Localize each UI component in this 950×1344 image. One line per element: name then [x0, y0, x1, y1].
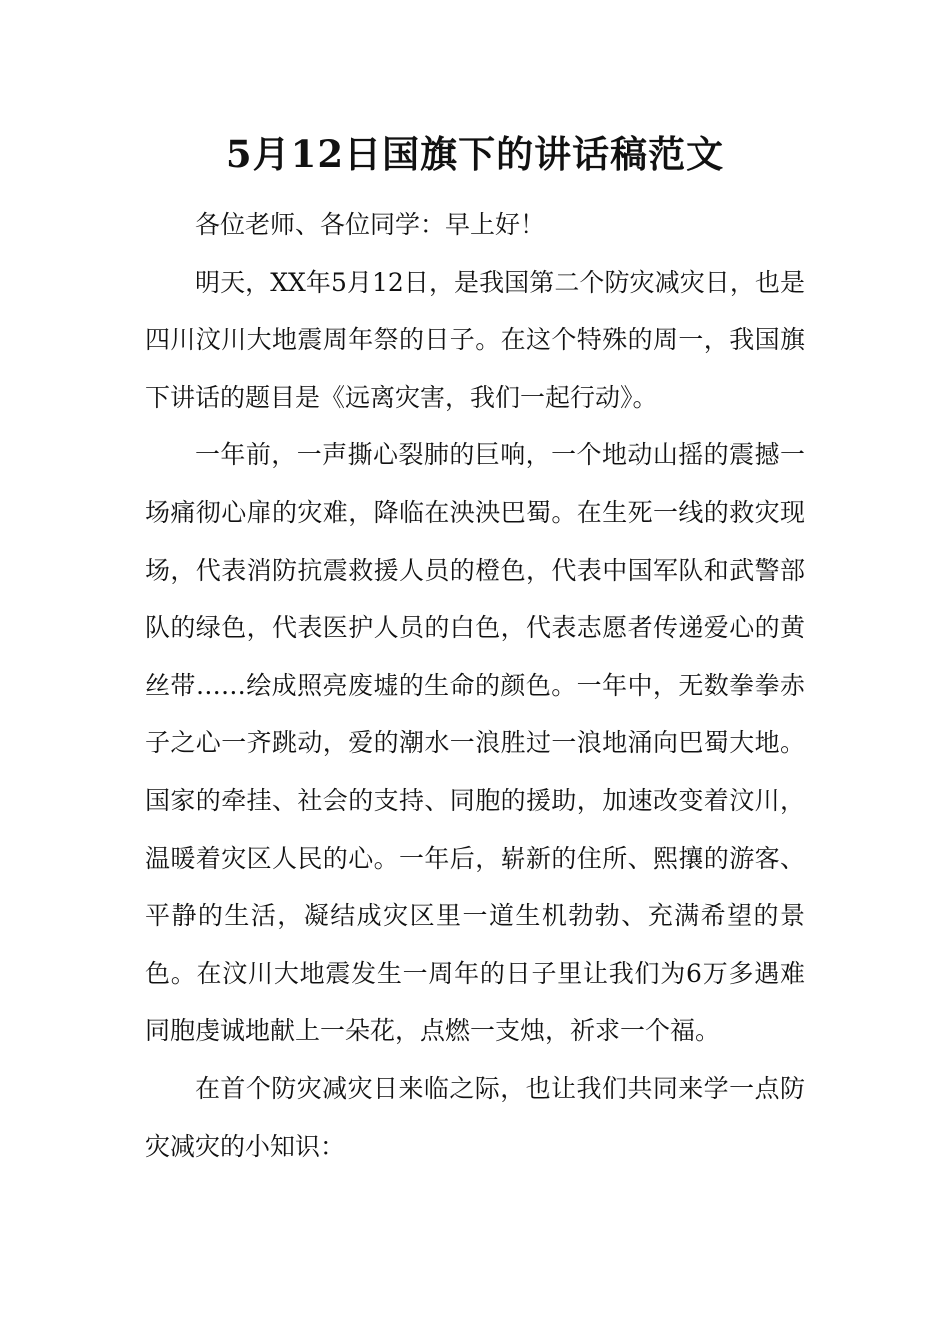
- memorial-paragraph: 一年前，一声撕心裂肺的巨响，一个地动山摇的震撼一场痛彻心扉的灾难，降临在泱泱巴蜀。在生死一线的救灾现场，代表消防抗震救援人员的橙色，代表中国军队和武警部队的绿色，代表医护人员的白色，代表志愿者传递爱心的黄丝带……绘成照亮废墟的生命的颜色。一年中，无数拳拳赤子之心一齐跳动，爱的潮水一浪胜过一浪地涌向巴蜀大地。国家的牵挂、社会的支持、同胞的援助，加速改变着汶川，温暖着灾区人民的心。一年后，崭新的住所、熙攘的游客、平静的生活，凝结成灾区里一道生机勃勃、充满希望的景色。在汶川大地震发生一周年的日子里让我们为6万多遇难同胞虔诚地献上一朵花，点燃一支烛，祈求一个福。: [145, 440, 805, 1046]
- knowledge-paragraph: 在首个防灾减灾日来临之际，也让我们共同来学一点防灾减灾的小知识：: [145, 1073, 805, 1161]
- intro-paragraph: 明天，XX年5月12日，是我国第二个防灾减灾日，也是四川汶川大地震周年祭的日子。在这个特殊的周一，我国旗下讲话的题目是《远离灾害，我们一起行动》。: [145, 267, 805, 412]
- document-title: 5月12日国旗下的讲话稿范文: [225, 132, 725, 176]
- document-body: [145, 196, 805, 1175]
- greeting-paragraph: 各位老师、各位同学：早上好！: [195, 210, 546, 239]
